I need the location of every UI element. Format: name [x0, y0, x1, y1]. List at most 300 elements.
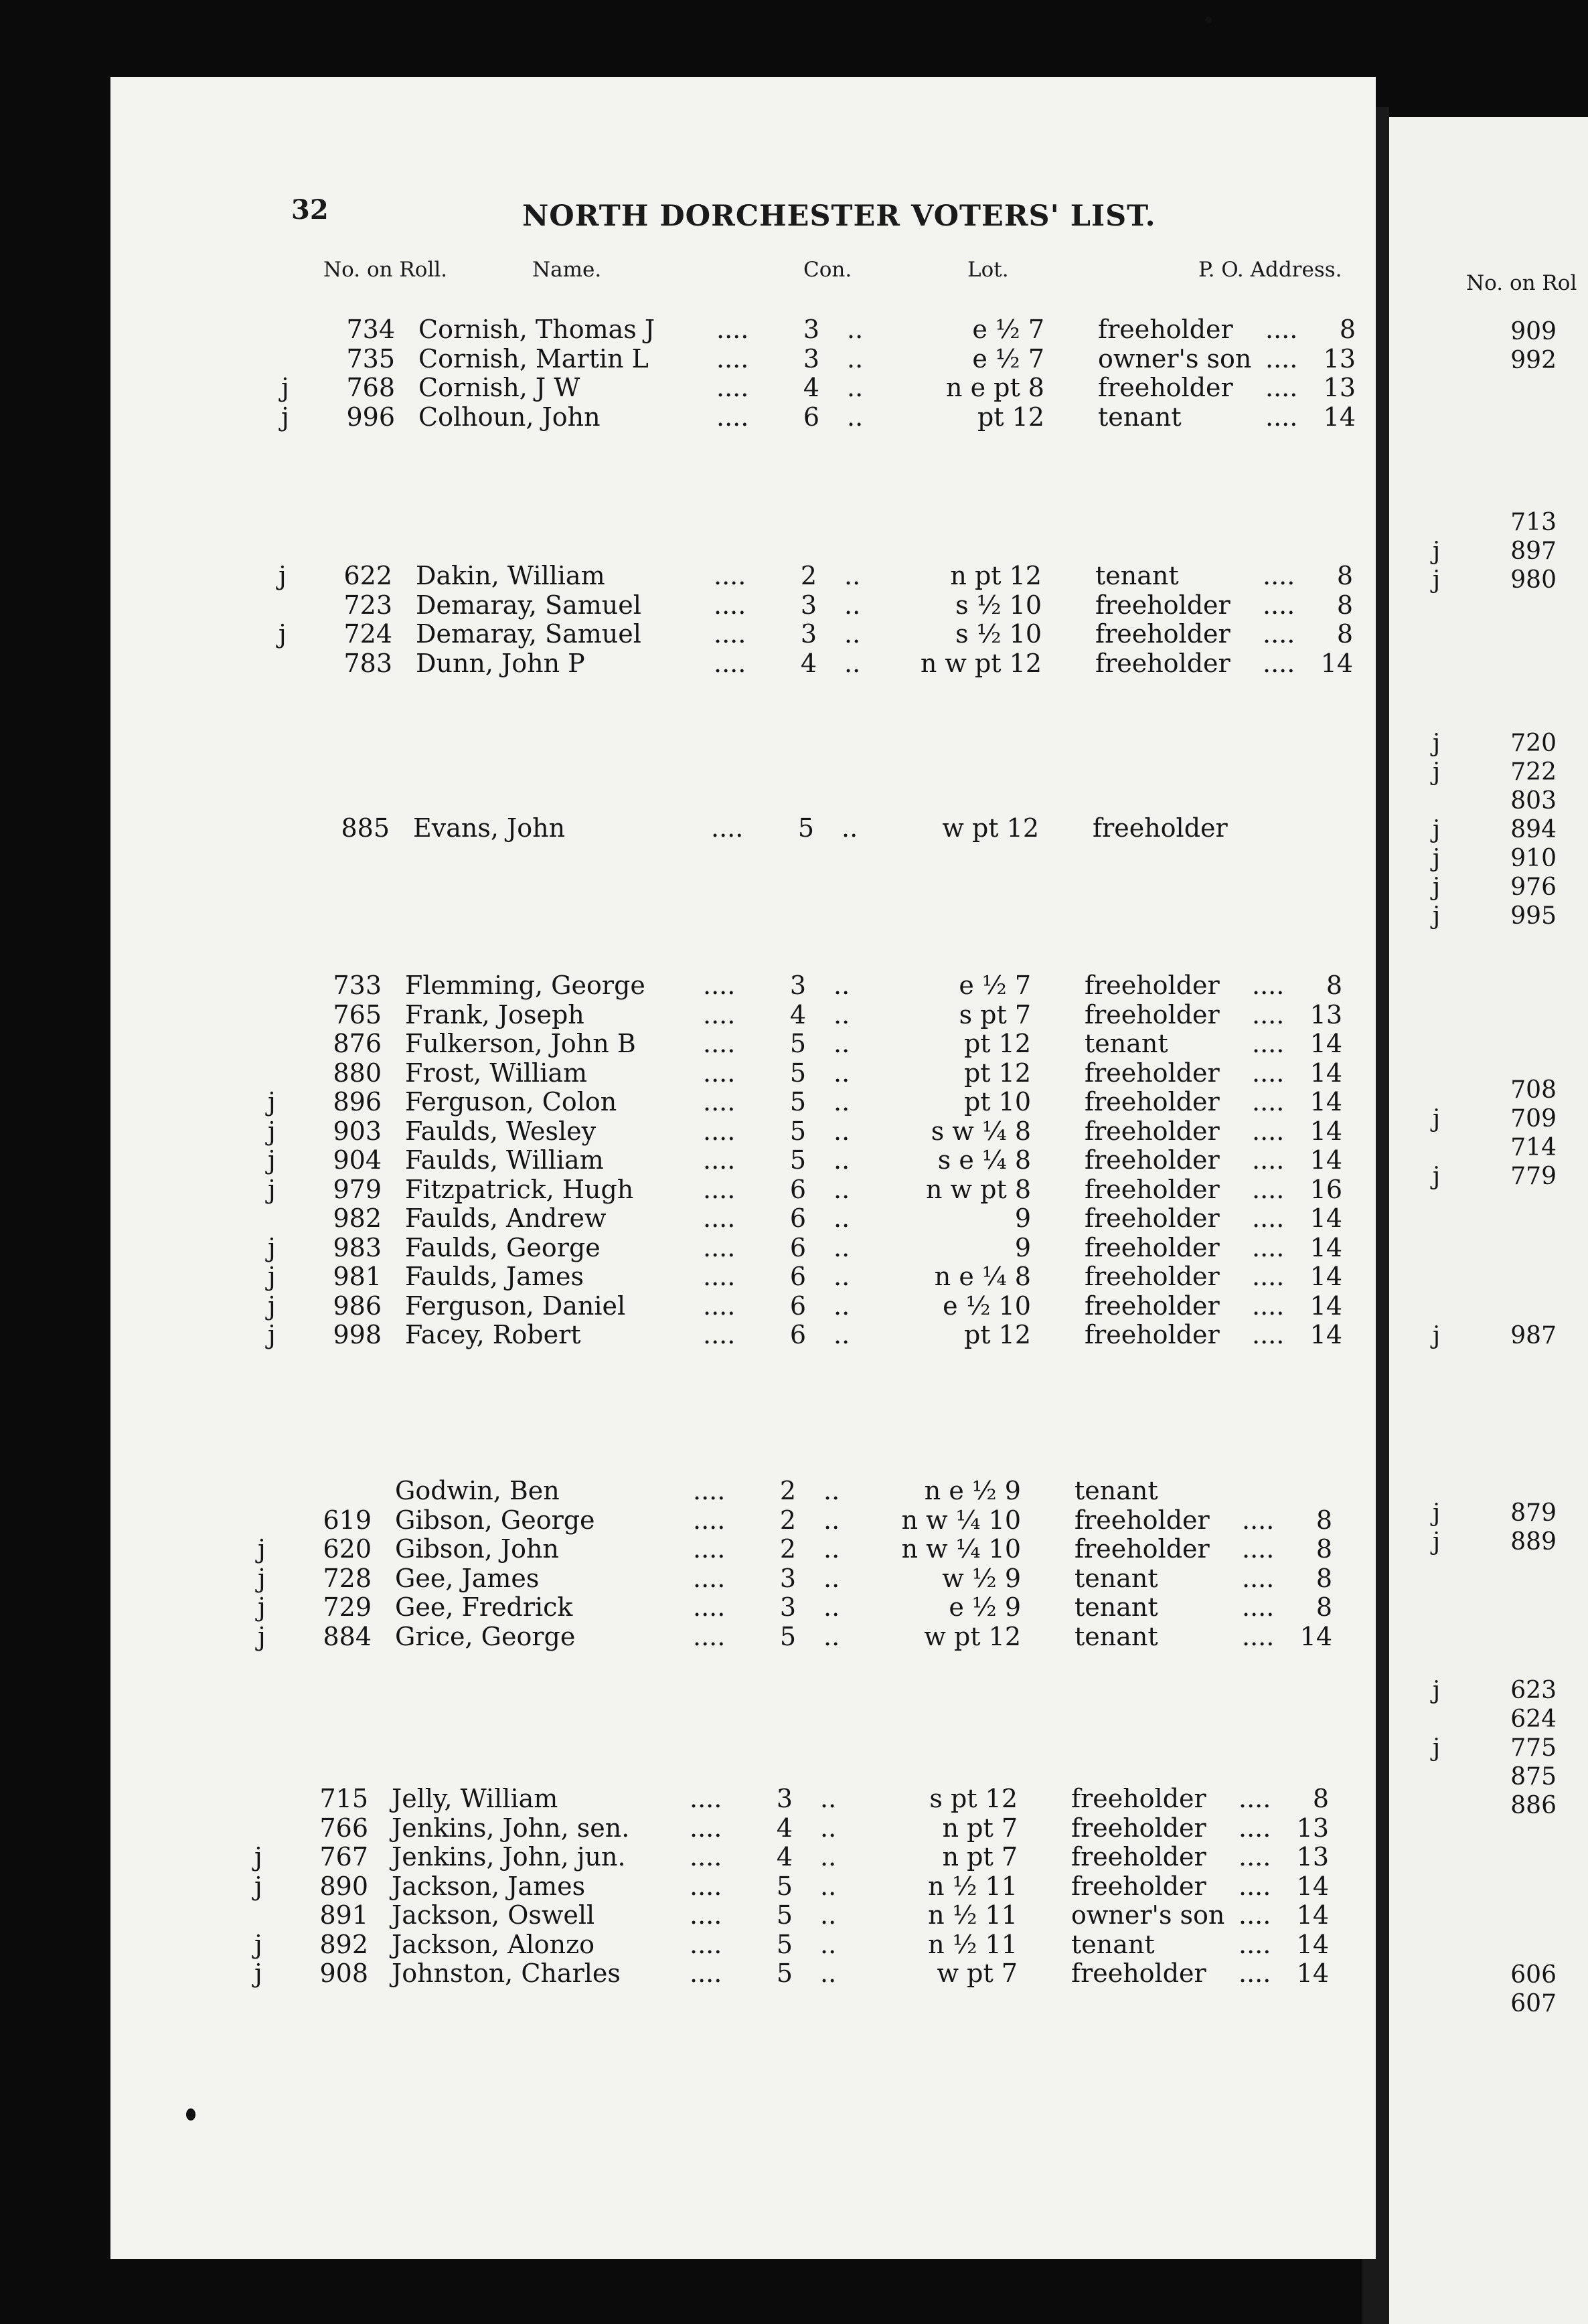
roll-number: 775 [1510, 1734, 1557, 1762]
roll-number: 876 [333, 1029, 382, 1058]
lot: pt 12 [963, 1029, 1031, 1058]
column-header-con: Con. [803, 258, 852, 282]
leader-dots: .. [833, 1291, 850, 1321]
roll-number: 722 [1510, 758, 1557, 786]
lot: n w ¼ 10 [901, 1534, 1021, 1564]
leader-dots: .... [693, 1621, 726, 1651]
roll-number: 996 [346, 402, 395, 432]
table-row [0, 1087, 1362, 1116]
column-header-no-on-roll: No. on Roll. [323, 258, 448, 282]
leader-dots: .. [820, 1813, 837, 1843]
leader-dots: .... [1239, 1784, 1271, 1813]
leader-dots: .. [823, 1534, 840, 1564]
leader-dots: .... [1263, 590, 1295, 620]
concession: 2 [779, 1534, 797, 1564]
concession: 5 [779, 1621, 797, 1651]
leader-dots: .... [1265, 373, 1298, 402]
leader-dots: .. [833, 1174, 850, 1204]
leader-dots: .... [1263, 619, 1295, 649]
voter-status: freeholder [1095, 590, 1230, 620]
lot: 9 [1014, 1204, 1031, 1233]
leader-dots: .. [833, 1029, 850, 1058]
po-address: 13 [1309, 999, 1342, 1029]
lot: n e ¼ 8 [934, 1262, 1031, 1291]
leader-dots: .... [690, 1929, 722, 1959]
leader-dots: .... [703, 1291, 736, 1321]
leader-dots: .... [716, 373, 749, 402]
po-address: 8 [1336, 619, 1353, 649]
lot: w pt 12 [924, 1621, 1021, 1651]
voter-name: Frost, William [405, 1058, 588, 1088]
po-address: 8 [1336, 590, 1353, 620]
table-row [0, 1116, 1362, 1146]
lot: s ½ 10 [955, 619, 1042, 649]
voter-name: Flemming, George [405, 971, 645, 1000]
voter-status: freeholder [1085, 1291, 1220, 1321]
voter-name: Faulds, James [405, 1262, 584, 1291]
leader-dots: .... [1252, 1058, 1285, 1088]
roll-number: 980 [1510, 566, 1557, 594]
lot: w pt 7 [937, 1959, 1018, 1988]
roll-number: 803 [1510, 787, 1557, 815]
po-address: 14 [1309, 1291, 1342, 1321]
voter-name: Faulds, Wesley [405, 1116, 597, 1146]
leader-dots: .... [1265, 402, 1298, 432]
voter-name: Frank, Joseph [405, 999, 584, 1029]
lot: e ½ 7 [959, 971, 1031, 1000]
lot: pt 12 [963, 1320, 1031, 1349]
concession: 5 [797, 813, 815, 843]
voter-status: freeholder [1093, 813, 1228, 843]
leader-dots: .... [714, 561, 746, 590]
lot: pt 10 [963, 1087, 1031, 1116]
roll-number: 622 [343, 561, 392, 590]
voter-name: Jelly, William [392, 1784, 558, 1813]
table-row [0, 1262, 1362, 1291]
po-address: 14 [1296, 1900, 1329, 1930]
leader-dots: .. [833, 1262, 850, 1291]
lot: e ½ 10 [943, 1291, 1031, 1321]
voter-name: Cornish, Thomas J [418, 315, 655, 344]
jurors-mark: j [254, 1842, 262, 1872]
concession: 3 [803, 343, 820, 374]
table-row [0, 649, 1362, 678]
voter-status: freeholder [1085, 1320, 1220, 1349]
roll-number: 986 [333, 1291, 382, 1321]
voter-status: freeholder [1098, 315, 1233, 344]
roll-number: 709 [1510, 1105, 1557, 1133]
roll-number: 903 [333, 1116, 382, 1146]
voter-name: Jenkins, John, jun. [392, 1842, 626, 1872]
voter-status: tenant [1075, 1563, 1158, 1593]
roll-number: 995 [1510, 902, 1557, 930]
voter-name: Gee, James [395, 1563, 540, 1593]
leader-dots: .... [716, 315, 749, 344]
leader-dots: .... [693, 1534, 726, 1564]
leader-dots: .... [1239, 1813, 1271, 1843]
lot: n e pt 8 [946, 373, 1044, 402]
leader-dots: .... [690, 1784, 722, 1813]
po-address: 14 [1309, 1029, 1342, 1058]
leader-dots: .. [842, 813, 858, 843]
leader-dots: .... [1239, 1959, 1271, 1988]
lot: e ½ 7 [972, 343, 1044, 374]
leader-dots: .. [823, 1621, 840, 1651]
roll-number: 987 [1510, 1322, 1557, 1349]
concession: 6 [789, 1262, 807, 1291]
voter-status: freeholder [1095, 619, 1230, 649]
voter-status: freeholder [1075, 1505, 1210, 1535]
voter-name: Facey, Robert [405, 1320, 581, 1349]
concession: 5 [776, 1900, 793, 1930]
leader-dots: .. [823, 1592, 840, 1622]
leader-dots: .. [833, 1116, 850, 1146]
voter-name: Gibson, George [395, 1505, 595, 1535]
leader-dots: .. [833, 1320, 850, 1349]
voter-name: Jenkins, John, sen. [392, 1813, 630, 1843]
lot: n ½ 11 [928, 1929, 1018, 1959]
voter-status: freeholder [1071, 1842, 1206, 1872]
roll-number: 979 [333, 1174, 382, 1204]
po-address: 8 [1336, 561, 1353, 590]
po-address: 14 [1323, 402, 1356, 432]
roll-number: 606 [1510, 1961, 1557, 1989]
jurors-mark: j [281, 373, 289, 402]
roll-number: 715 [319, 1784, 368, 1813]
po-address: 14 [1309, 1204, 1342, 1233]
voter-status: freeholder [1085, 1174, 1220, 1204]
leader-dots: .. [844, 561, 861, 590]
leader-dots: .... [1263, 561, 1295, 590]
voter-status: freeholder [1075, 1534, 1210, 1564]
jurors-mark: j [254, 1959, 262, 1988]
concession: 5 [789, 1058, 807, 1088]
leader-dots: .... [1252, 1145, 1285, 1175]
table-row [0, 561, 1362, 590]
table-row [0, 1000, 1362, 1029]
concession: 6 [789, 1291, 807, 1321]
concession: 3 [789, 971, 807, 1000]
voter-name: Fulkerson, John B [405, 1029, 636, 1058]
table-row [0, 1900, 1362, 1930]
table-row [0, 1959, 1362, 1988]
roll-number: 976 [1510, 874, 1557, 901]
leader-dots: .. [820, 1959, 837, 1988]
voter-status: freeholder [1085, 1116, 1220, 1146]
roll-number: 879 [1510, 1499, 1557, 1527]
po-address: 14 [1309, 1262, 1342, 1291]
jurors-mark: j [1433, 566, 1441, 594]
voter-status: freeholder [1085, 1087, 1220, 1116]
concession: 3 [803, 315, 820, 344]
jurors-mark: j [1433, 758, 1441, 786]
voter-status: tenant [1071, 1929, 1155, 1959]
voter-name: Ferguson, Colon [405, 1087, 617, 1116]
concession: 3 [776, 1784, 793, 1813]
concession: 5 [776, 1929, 793, 1959]
concession: 3 [800, 619, 817, 649]
concession: 5 [789, 1087, 807, 1116]
voter-name: Faulds, George [405, 1232, 601, 1262]
roll-number: 735 [346, 343, 395, 374]
lot: s pt 12 [929, 1784, 1018, 1813]
leader-dots: .. [820, 1842, 837, 1872]
leader-dots: .... [690, 1842, 722, 1872]
leader-dots: .... [1242, 1563, 1275, 1593]
concession: 3 [779, 1592, 797, 1622]
column-header-lot: Lot. [967, 258, 1009, 282]
jurors-mark: j [1433, 730, 1441, 757]
concession: 2 [779, 1505, 797, 1535]
concession: 5 [789, 1145, 807, 1175]
lot: n e ½ 9 [924, 1476, 1021, 1505]
jurors-mark: j [279, 561, 287, 590]
leader-dots: .. [823, 1476, 840, 1505]
leader-dots: .. [820, 1929, 837, 1959]
leader-dots: .... [1265, 343, 1298, 374]
leader-dots: .... [690, 1900, 722, 1930]
leader-dots: .... [703, 1058, 736, 1088]
po-address: 8 [1316, 1505, 1332, 1535]
leader-dots: .. [823, 1563, 840, 1593]
roll-number: 992 [1510, 347, 1557, 374]
lot: n pt 7 [942, 1842, 1018, 1872]
leader-dots: .. [820, 1784, 837, 1813]
lot: s ½ 10 [955, 590, 1042, 620]
lot: n w pt 12 [920, 648, 1042, 678]
voter-name: Jackson, Alonzo [392, 1929, 595, 1959]
jurors-mark: j [254, 1929, 262, 1959]
po-address: 13 [1296, 1842, 1329, 1872]
leader-dots: .. [847, 373, 864, 402]
jurors-mark: j [1433, 1734, 1441, 1762]
lot: s w ¼ 8 [931, 1116, 1031, 1146]
leader-dots: .... [1263, 648, 1295, 678]
leader-dots: .... [693, 1476, 726, 1505]
roll-number: 714 [1510, 1134, 1557, 1161]
leader-dots: .. [844, 619, 861, 649]
voter-name: Gibson, John [395, 1534, 559, 1564]
table-row [0, 402, 1362, 432]
leader-dots: .... [693, 1592, 726, 1622]
leader-dots: .. [833, 1232, 850, 1262]
voter-name: Faulds, Andrew [405, 1204, 607, 1233]
voter-name: Jackson, Oswell [392, 1900, 595, 1930]
roll-number: 896 [333, 1087, 382, 1116]
leader-dots: .... [690, 1813, 722, 1843]
lot: s e ¼ 8 [937, 1145, 1031, 1175]
voter-name: Faulds, William [405, 1145, 604, 1175]
jurors-mark: j [268, 1174, 276, 1204]
roll-number: 890 [319, 1871, 368, 1901]
jurors-mark: j [1433, 816, 1441, 843]
concession: 5 [789, 1116, 807, 1146]
leader-dots: .... [693, 1563, 726, 1593]
voter-status: freeholder [1098, 373, 1233, 402]
po-address: 13 [1323, 343, 1356, 374]
po-address: 14 [1296, 1959, 1329, 1988]
roll-number: 880 [333, 1058, 382, 1088]
voter-name: Grice, George [395, 1621, 576, 1651]
leader-dots: .... [1239, 1842, 1271, 1872]
concession: 2 [800, 561, 817, 590]
leader-dots: .... [1242, 1592, 1275, 1622]
leader-dots: .... [703, 999, 736, 1029]
leader-dots: .... [1252, 1291, 1285, 1321]
voter-status: tenant [1098, 402, 1182, 432]
jurors-mark: j [279, 619, 287, 649]
voter-status: freeholder [1071, 1959, 1206, 1988]
voter-name: Dunn, John P [416, 648, 585, 678]
roll-number: 767 [319, 1842, 368, 1872]
roll-number: 983 [333, 1232, 382, 1262]
concession: 6 [789, 1174, 807, 1204]
voter-status: freeholder [1095, 648, 1230, 678]
po-address: 14 [1296, 1929, 1329, 1959]
voter-name: Colhoun, John [418, 402, 601, 432]
concession: 4 [789, 999, 807, 1029]
jurors-mark: j [268, 1291, 276, 1321]
roll-number: 713 [1510, 509, 1557, 536]
voter-status: freeholder [1071, 1813, 1206, 1843]
voter-name: Johnston, Charles [392, 1959, 621, 1988]
voter-name: Demaray, Samuel [416, 619, 641, 649]
right-page-column-header: No. on Rol [1466, 271, 1577, 295]
po-address: 8 [1339, 315, 1356, 344]
voter-name: Jackson, James [392, 1871, 586, 1901]
leader-dots: .... [714, 619, 746, 649]
lot: w pt 12 [942, 813, 1039, 843]
table-row [0, 1505, 1362, 1535]
leader-dots: .... [1252, 1087, 1285, 1116]
concession: 4 [776, 1813, 793, 1843]
leader-dots: .... [1252, 1232, 1285, 1262]
voter-name: Gee, Fredrick [395, 1592, 573, 1622]
po-address: 14 [1299, 1621, 1332, 1651]
concession: 6 [803, 402, 820, 432]
table-row [0, 1930, 1362, 1959]
leader-dots: .... [1239, 1929, 1271, 1959]
leader-dots: .... [1252, 1116, 1285, 1146]
leader-dots: .... [703, 1145, 736, 1175]
voter-name: Evans, John [413, 813, 566, 843]
table-row [0, 1622, 1362, 1651]
leader-dots: .... [703, 1232, 736, 1262]
roll-number: 904 [333, 1145, 382, 1175]
table-row [0, 1291, 1362, 1321]
ink-speck [1205, 17, 1212, 23]
leader-dots: .. [847, 315, 864, 344]
leader-dots: .... [703, 1204, 736, 1233]
roll-number: 892 [319, 1929, 368, 1959]
table-row [0, 1534, 1362, 1564]
concession: 5 [776, 1871, 793, 1901]
voter-status: freeholder [1085, 971, 1220, 1000]
leader-dots: .... [1242, 1534, 1275, 1564]
voter-status: freeholder [1071, 1784, 1206, 1813]
column-header-name: Name. [532, 258, 602, 282]
concession: 4 [800, 648, 817, 678]
leader-dots: .. [833, 1058, 850, 1088]
jurors-mark: j [1433, 1105, 1441, 1133]
table-row [0, 1813, 1362, 1843]
leader-dots: .... [703, 1087, 736, 1116]
jurors-mark: j [268, 1145, 276, 1175]
jurors-mark: j [1433, 1499, 1441, 1527]
voter-status: tenant [1095, 561, 1179, 590]
leader-dots: .... [714, 648, 746, 678]
po-address: 8 [1312, 1784, 1329, 1813]
table-row [0, 1145, 1362, 1175]
voter-status: tenant [1075, 1476, 1158, 1505]
roll-number: 734 [346, 315, 395, 344]
leader-dots: .... [1239, 1871, 1271, 1901]
table-row [0, 1175, 1362, 1204]
po-address: 8 [1316, 1592, 1332, 1622]
table-row [0, 1872, 1362, 1901]
roll-number: 624 [1510, 1706, 1557, 1733]
roll-number: 908 [319, 1959, 368, 1988]
voter-status: owner's son [1071, 1900, 1225, 1930]
leader-dots: .... [703, 1029, 736, 1058]
roll-number: 623 [1510, 1677, 1557, 1704]
roll-number: 766 [319, 1813, 368, 1843]
roll-number: 891 [319, 1900, 368, 1930]
jurors-mark: j [268, 1232, 276, 1262]
table-row [0, 373, 1362, 402]
table-row [0, 344, 1362, 374]
jurors-mark: j [1433, 1677, 1441, 1704]
table-row [0, 619, 1362, 649]
voter-status: freeholder [1085, 1232, 1220, 1262]
table-row [0, 1233, 1362, 1262]
jurors-mark: j [1433, 1528, 1441, 1556]
voter-name: Cornish, J W [418, 373, 580, 402]
roll-number: 768 [346, 373, 395, 402]
voter-status: freeholder [1085, 1204, 1220, 1233]
roll-number: 875 [1510, 1763, 1557, 1791]
roll-number: 620 [323, 1534, 372, 1564]
leader-dots: .... [1242, 1621, 1275, 1651]
lot: n w ¼ 10 [901, 1505, 1021, 1535]
po-address: 16 [1309, 1174, 1342, 1204]
table-row [0, 1029, 1362, 1058]
concession: 5 [776, 1959, 793, 1988]
po-address: 14 [1309, 1232, 1342, 1262]
leader-dots: .. [833, 1145, 850, 1175]
leader-dots: .... [716, 402, 749, 432]
roll-number: 619 [323, 1505, 372, 1535]
ink-speck [186, 2108, 195, 2121]
lot: n w pt 8 [925, 1174, 1031, 1204]
leader-dots: .... [690, 1871, 722, 1901]
jurors-mark: j [258, 1592, 266, 1622]
voter-status: freeholder [1085, 1262, 1220, 1291]
table-row [0, 1564, 1362, 1593]
voter-status: tenant [1075, 1621, 1158, 1651]
leader-dots: .... [1252, 1320, 1285, 1349]
jurors-mark: j [1433, 845, 1441, 872]
roll-number: 733 [333, 971, 382, 1000]
voter-name: Fitzpatrick, Hugh [405, 1174, 634, 1204]
po-address: 14 [1309, 1145, 1342, 1175]
leader-dots: .. [847, 402, 864, 432]
voter-status: freeholder [1085, 999, 1220, 1029]
concession: 3 [800, 590, 817, 620]
jurors-mark: j [268, 1116, 276, 1146]
leader-dots: .... [703, 1320, 736, 1349]
roll-number: 729 [323, 1592, 372, 1622]
